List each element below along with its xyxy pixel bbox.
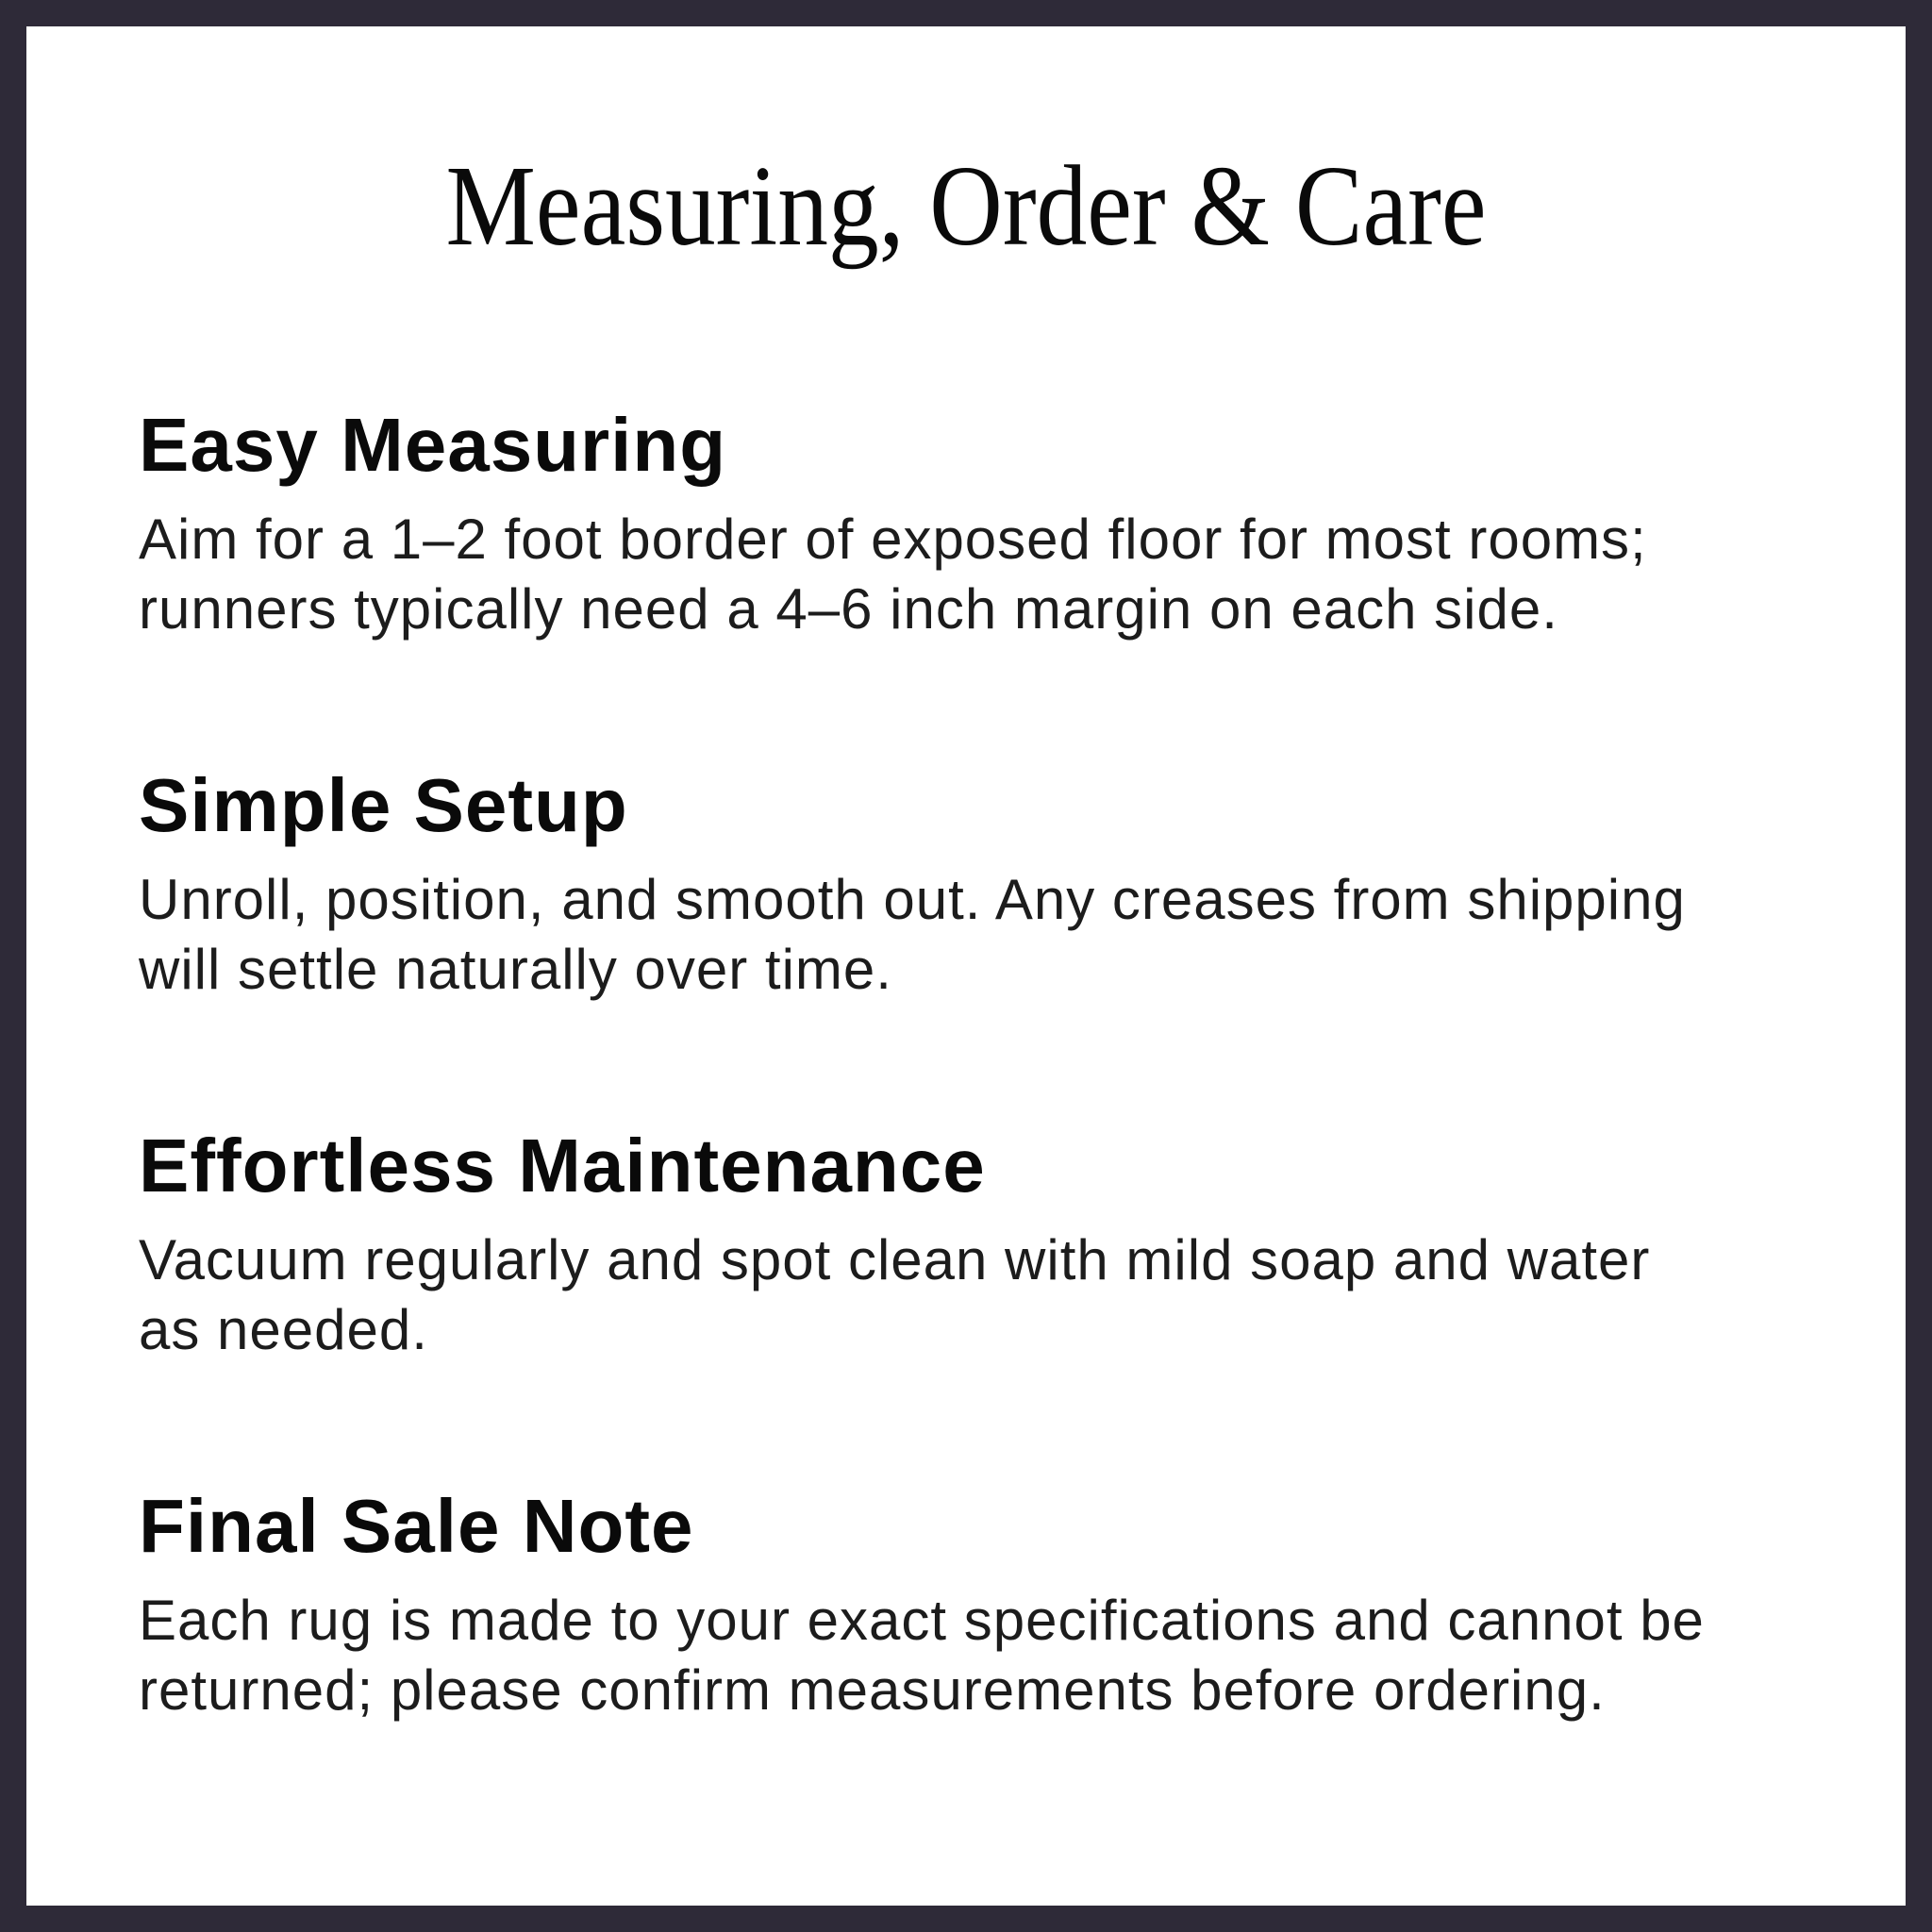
section-body-line: returned; please confirm measurements before ordering. — [139, 1658, 1606, 1722]
section-simple-setup — [139, 763, 1793, 1005]
card-content — [26, 26, 1906, 1906]
section-body-line: Vacuum regularly and spot clean with mild soap and water — [139, 1228, 1651, 1291]
section-body-line: Each rug is made to your exact specifications and cannot be — [139, 1589, 1705, 1652]
section-final-sale-note — [139, 1484, 1793, 1725]
section-body-line: as needed. — [139, 1298, 428, 1361]
page-title: Measuring, Order & Care — [445, 142, 1487, 270]
section-body-line: runners typically need a 4–6 inch margin on each side. — [139, 577, 1558, 641]
section-easy-measuring — [139, 403, 1793, 644]
section-heading-easy-measuring: Easy Measuring — [139, 403, 727, 487]
section-heading-simple-setup: Simple Setup — [139, 763, 628, 847]
section-body-line: will settle naturally over time. — [139, 938, 892, 1001]
section-heading-effortless-maintenance: Effortless Maintenance — [139, 1124, 986, 1208]
section-effortless-maintenance — [139, 1124, 1793, 1365]
section-heading-final-sale-note: Final Sale Note — [139, 1484, 694, 1568]
section-body-line: Unroll, position, and smooth out. Any creases from shipping — [139, 868, 1686, 931]
section-body-line: Aim for a 1–2 foot border of exposed floor for most rooms; — [139, 508, 1647, 571]
